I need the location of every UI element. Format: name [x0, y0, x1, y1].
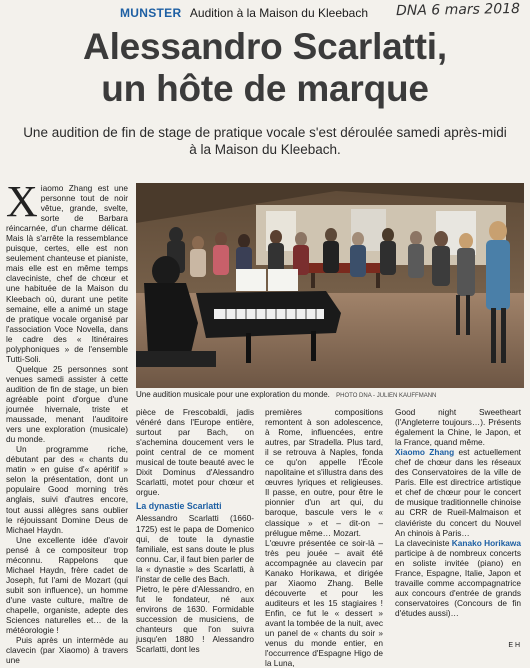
photo-credit: PHOTO DNA - JULIEN KAUFFMANN	[336, 393, 437, 399]
photo-caption	[136, 389, 524, 403]
subheadline: Une audition de fin de stage de pratique vocale s'est déroulée samedi après-midi à la Maison du Kleebach.	[23, 125, 507, 157]
headline-line-2: un hôte de marque	[101, 68, 429, 109]
paragraph: L'œuvre présentée ce soir-là – très peu jouée – avait été accompagnée au clavecin par Kanako Horikawa, et dirigée par Xiaomo Zhang. Belle découverte et pour les auditeurs et les 15 stagiaires ! Enfin, ce fut le « dessert » avant la tombée de la nuit, avec un panel de « chants du soir » venus du monde entier, en l'occurrence d'Espagne Higo de la Luna,	[265, 537, 383, 668]
handwritten-date-note: DNA 6 mars 2018	[395, 0, 521, 20]
person-name: Kanako Horikawa	[451, 537, 521, 548]
drop-cap: X	[6, 177, 38, 226]
author-signature: E H	[508, 642, 520, 649]
paragraph: iaomo Zhang est une personne tout de noir vêtue, grande, svelte, sorte de Barbara réincarnée, d'un charme délicat. Mais là s'arrête la ressemblance puisque, certes, elle est non seulement chanteuse et pianiste, mais elle est en même temps claveciniste, chef de chœur et une habituée de la Maison du Kleebach où, durant une petite semaine, elle a animé un stage de pratique vocale organisé par l'association Voce Novella, dans le cadre des « Itinéraires polyphoniques » de l'ensemble Tutti-Soli.	[6, 183, 128, 364]
paragraph	[395, 447, 521, 537]
header-title: Audition à la Maison du Kleebach	[189, 6, 369, 20]
paragraph: Une excellente idée d'avoir pensé à ce compositeur trop méconnu. Rappelons que Michael Haydn, frère cadet de Joseph, fut l'ami de Mozart (qui subit son influence), un homme d'une vaste culture, maître de chapelle, organiste, adepte des Sciences naturelles et… de la météorologie !	[6, 534, 128, 636]
paragraph: Puis après un intermède au clavecin (par Xiaomo) à travers une	[6, 635, 128, 666]
article-photo	[136, 183, 524, 388]
paragraph: pièce de Frescobaldi, jadis vénéré dans l'Europe entière, surtout par Bach, on s'achemina doucement vers le point central de ce moment musical de toute beauté avec le Dixit Dominus d'Alessandro Scarlatti, motet pour chœur et orgue.	[136, 407, 254, 498]
rubric-label: MUNSTER	[120, 6, 182, 20]
paragraph: Good night Sweetheart (l'Angleterre toujours…). Présents également la Chine, le Japon, et la France, quand même.	[395, 407, 521, 448]
paragraph: Quelque 25 personnes sont venues samedi assister à cette audition de fin de stage, un bien agréable point d'orgue d'une journée hivernale, triste et maussade, menant l'auditoire vers une exploration (musicale) du monde.	[6, 363, 128, 445]
paragraph-text: La claveciniste	[395, 537, 452, 548]
article-column-4	[395, 407, 521, 618]
paragraph-text: est actuellement chef de chœur dans les réseaux des Conservatoires de la ville de Paris. Elle est directrice artistique et chef de chœur pour le concert de musique traditionnelle chinoise au CRR de Rueil-Malmaison et claviériste du concert du Nouvel An chinois à Paris…	[395, 447, 521, 538]
paragraph: Pietro, le père d'Alessandro, en fut le fondateur, né aux environs de 1630. Formidable succession de musiciens, de chanteurs que l'on suivra jusqu'en 1880 ! Alessandro Scarlatti, dont les	[136, 583, 254, 655]
section-header	[120, 4, 368, 20]
paragraph: premières compositions remontent à son adolescence, à Rome, influencées, entre autres, par Stradella. Plus tard, il se retrouva à Naples, fonda ce qu'on appelle l'École napolitaine et s'illustra dans des œuvres lyriques et religieuses. Il passe, en outre, pour être le pionnier d'un art qui, du baroque, bascule vers le « classique » et – dit-on – prélugue même… Mozart.	[265, 407, 383, 538]
article-column-3	[265, 407, 383, 668]
person-name: Xiaomo Zhang	[395, 447, 455, 458]
section-subtitle: La dynastie Scarlatti	[136, 501, 222, 512]
paragraph	[395, 538, 521, 618]
caption-text: Une audition musicale pour une exploration du monde.	[136, 390, 330, 399]
headline	[0, 26, 530, 110]
article-column-1	[6, 177, 128, 666]
headline-line-1: Alessandro Scarlatti,	[83, 26, 447, 67]
article-column-2	[136, 407, 254, 654]
paragraph-text: participe à de nombreux concerts en soliste invitée (piano) en France, Espagne, Italie, Japon et travaille comme accompagnatrice aux concours d'entrée de grands conservatoires (Concours de fin d'études aussi)…	[395, 547, 521, 618]
paragraph: Un programme riche, débutant par des « chants du matin » en guise d'« apéritif » selon la présentation, dont un populaire Good morning très anglais, suivi d'autres encore, tout aussi allègres sans oublier le réjouissant Domine Deus de Michael Haydn.	[6, 444, 128, 535]
paragraph: Alessandro Scarlatti (1660-1725) est le papa de Domenico qui, de toute la dynastie familiale, est sans doute le plus connu. Car, il faut bien parler de la « dynastie » des Scarlatti, à l'instar de celle des Bach.	[136, 513, 254, 584]
